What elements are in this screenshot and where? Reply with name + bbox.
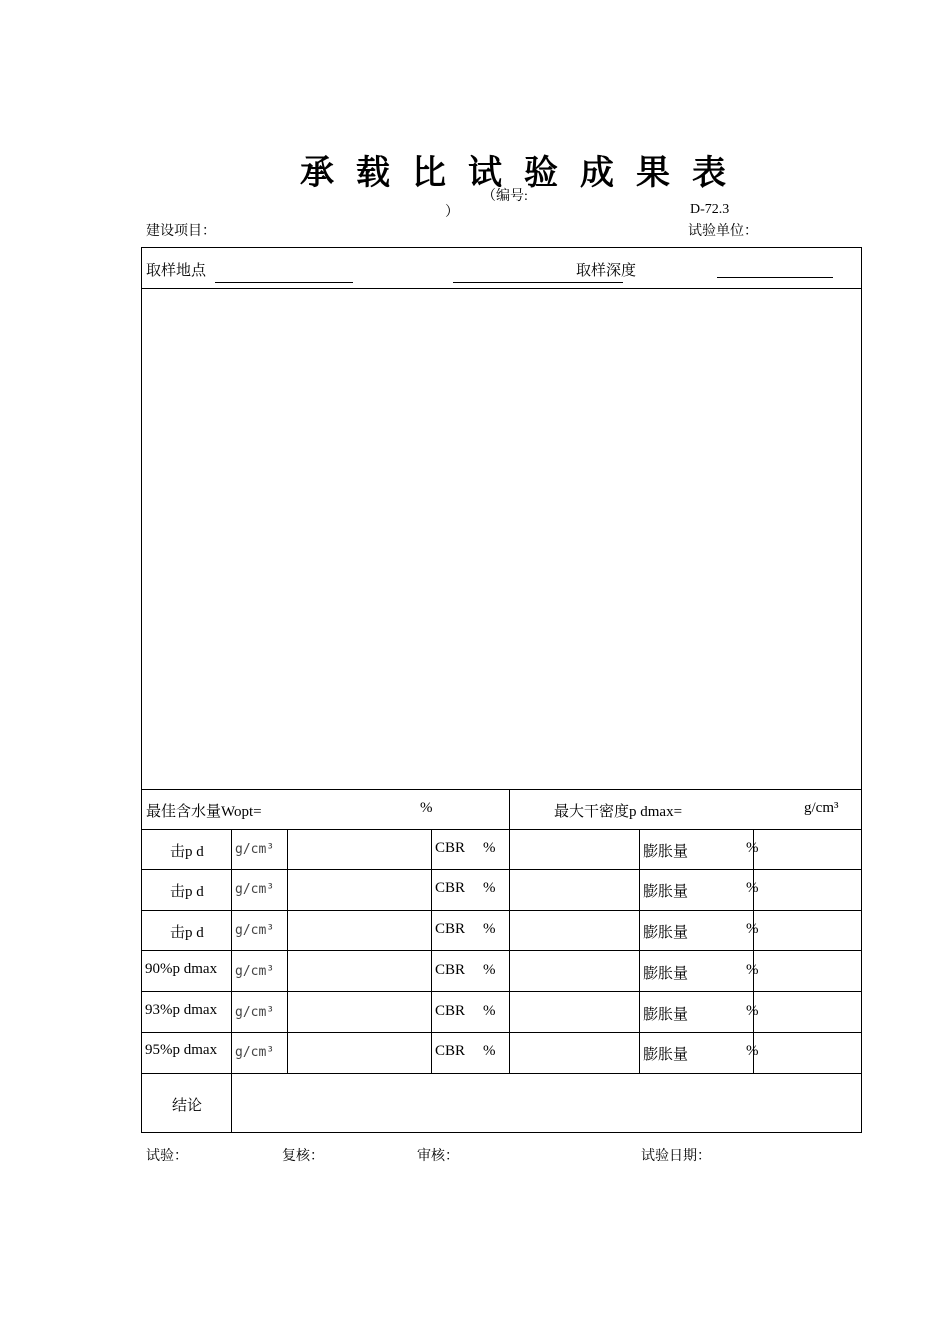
density-unit: g/cm³ [235, 1045, 275, 1060]
dmax-unit: g/cm³ [804, 800, 839, 816]
row-label: 击p d [170, 884, 204, 900]
serial-close: ） [445, 205, 459, 220]
col-line-cbr [509, 829, 510, 1073]
swell-unit: % [746, 921, 759, 937]
row-label: 93%p dmax [145, 1002, 218, 1018]
cbr-label: CBR [435, 962, 466, 978]
swell-label: 膨胀量 [643, 1047, 689, 1063]
cbr-unit: % [483, 880, 496, 896]
sample-depth-label: 取样深度 [576, 263, 637, 279]
swell-label: 膨胀量 [643, 1007, 689, 1023]
wopt-unit: % [420, 800, 433, 816]
swell-unit: % [746, 880, 759, 896]
swell-unit: % [746, 840, 759, 856]
row-label: 95%p dmax [145, 1042, 218, 1058]
swell-unit: % [746, 962, 759, 978]
divider-summary-top [141, 789, 862, 790]
cbr-unit: % [483, 1003, 496, 1019]
swell-unit: % [746, 1043, 759, 1059]
cbr-unit: % [483, 840, 496, 856]
conclusion-label: 结论 [172, 1098, 203, 1114]
swell-label: 膨胀量 [643, 925, 689, 941]
col-line-cbr-value [639, 829, 640, 1073]
cbr-label: CBR [435, 1003, 466, 1019]
cbr-label: CBR [435, 880, 466, 896]
density-unit: g/cm³ [235, 923, 275, 938]
serial-label: （编号: [482, 189, 528, 204]
sample-location-extra-field[interactable] [453, 282, 623, 283]
col-line-swell [753, 829, 754, 1073]
auditor-label: 审核： [417, 1149, 459, 1164]
sample-location-field[interactable] [215, 282, 353, 283]
swell-label: 膨胀量 [643, 966, 689, 982]
test-date-label: 试验日期： [641, 1149, 711, 1164]
col-line-unit [287, 829, 288, 1073]
density-unit: g/cm³ [235, 842, 275, 857]
cbr-label: CBR [435, 1043, 466, 1059]
swell-unit: % [746, 1003, 759, 1019]
swell-label: 膨胀量 [643, 844, 689, 860]
sample-location-label: 取样地点 [146, 263, 207, 279]
swell-label: 膨胀量 [643, 884, 689, 900]
reviewer-label: 复核： [282, 1149, 324, 1164]
row-label: 击p d [170, 844, 204, 860]
density-unit: g/cm³ [235, 964, 275, 979]
col-line-density [431, 829, 432, 1073]
density-unit: g/cm³ [235, 1005, 275, 1020]
test-unit-label: 试验单位： [688, 224, 758, 239]
conclusion-field[interactable] [232, 1074, 861, 1132]
summary-divider [509, 789, 510, 829]
row-label: 击p d [170, 925, 204, 941]
row-label: 90%p dmax [145, 961, 218, 977]
cbr-unit: % [483, 962, 496, 978]
cbr-label: CBR [435, 921, 466, 937]
page-title: 承载比试验成果表 [300, 155, 748, 192]
cbr-label: CBR [435, 840, 466, 856]
tester-label: 试验： [146, 1149, 188, 1164]
project-label: 建设项目： [146, 224, 216, 239]
sample-depth-field[interactable] [717, 277, 833, 278]
wopt-label: 最佳含水量Wopt= [146, 804, 262, 820]
graph-area[interactable] [142, 289, 861, 789]
density-unit: g/cm³ [235, 882, 275, 897]
cbr-unit: % [483, 921, 496, 937]
dmax-label: 最大干密度p dmax= [554, 804, 683, 820]
cbr-unit: % [483, 1043, 496, 1059]
form-code: D-72.3 [690, 202, 730, 217]
